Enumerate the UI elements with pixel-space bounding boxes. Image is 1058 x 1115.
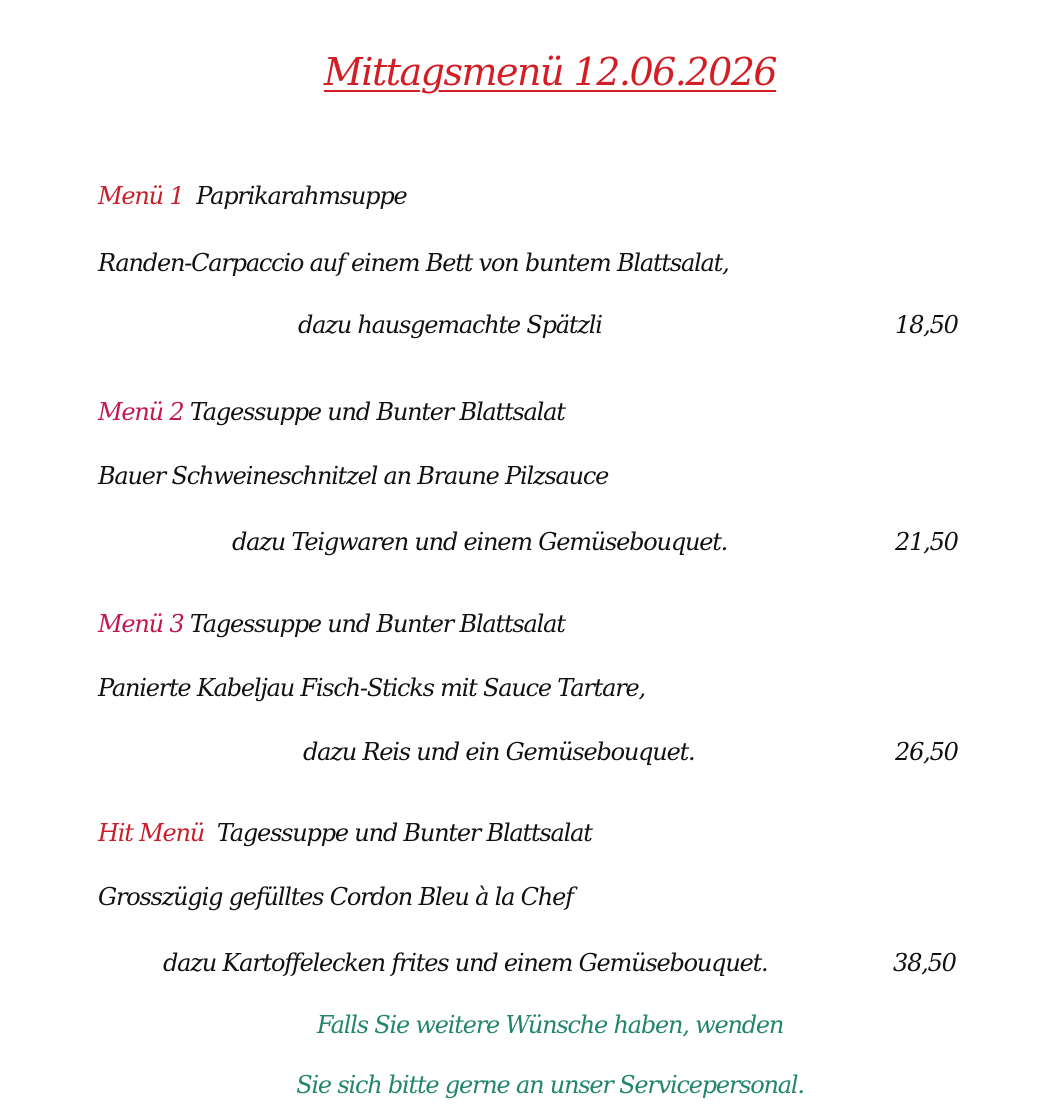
- menu-3-starter: Tagessuppe und Bunter Blattsalat: [189, 610, 565, 638]
- page-title: Mittagsmenü 12.06.2026: [323, 50, 777, 94]
- footer-note-line-2: Sie sich bitte gerne an unser Servicepersonal.: [296, 1071, 804, 1099]
- menu-3-price: 26,50: [895, 738, 958, 766]
- hit-menu-price: 38,50: [893, 949, 956, 977]
- footer-note-line-1: Falls Sie weitere Wünsche haben, wenden: [316, 1011, 784, 1039]
- menu-3-header: [98, 612, 565, 636]
- menu-1-price: 18,50: [895, 311, 958, 339]
- menu-1-header: [98, 184, 407, 208]
- hit-menu-starter: Tagessuppe und Bunter Blattsalat: [216, 819, 592, 847]
- menu-1-main: Randen-Carpaccio auf einem Bett von buntem Blattsalat,: [98, 249, 729, 277]
- menu-3-main: Panierte Kabeljau Fisch-Sticks mit Sauce Tartare,: [98, 674, 645, 702]
- hit-menu-label: Hit Menü: [98, 819, 204, 847]
- menu-1-side: dazu hausgemachte Spätzli: [298, 311, 602, 339]
- menu-2-starter: Tagessuppe und Bunter Blattsalat: [189, 398, 565, 426]
- menu-2-label: Menü 2: [98, 398, 184, 426]
- menu-2-price: 21,50: [895, 528, 958, 556]
- hit-menu-side: dazu Kartoffelecken frites und einem Gemüsebouquet.: [163, 949, 768, 977]
- menu-1-starter: Paprikarahmsuppe: [196, 182, 407, 210]
- hit-menu-header: [98, 821, 592, 845]
- menu-3-label: Menü 3: [98, 610, 184, 638]
- hit-menu-main: Grosszügig gefülltes Cordon Bleu à la Chef: [98, 883, 573, 911]
- menu-1-label: Menü 1: [98, 182, 184, 210]
- menu-2-header: [98, 400, 565, 424]
- menu-3-side: dazu Reis und ein Gemüsebouquet.: [303, 738, 695, 766]
- menu-2-main: Bauer Schweineschnitzel an Braune Pilzsauce: [98, 462, 609, 490]
- menu-2-side: dazu Teigwaren und einem Gemüsebouquet.: [232, 528, 728, 556]
